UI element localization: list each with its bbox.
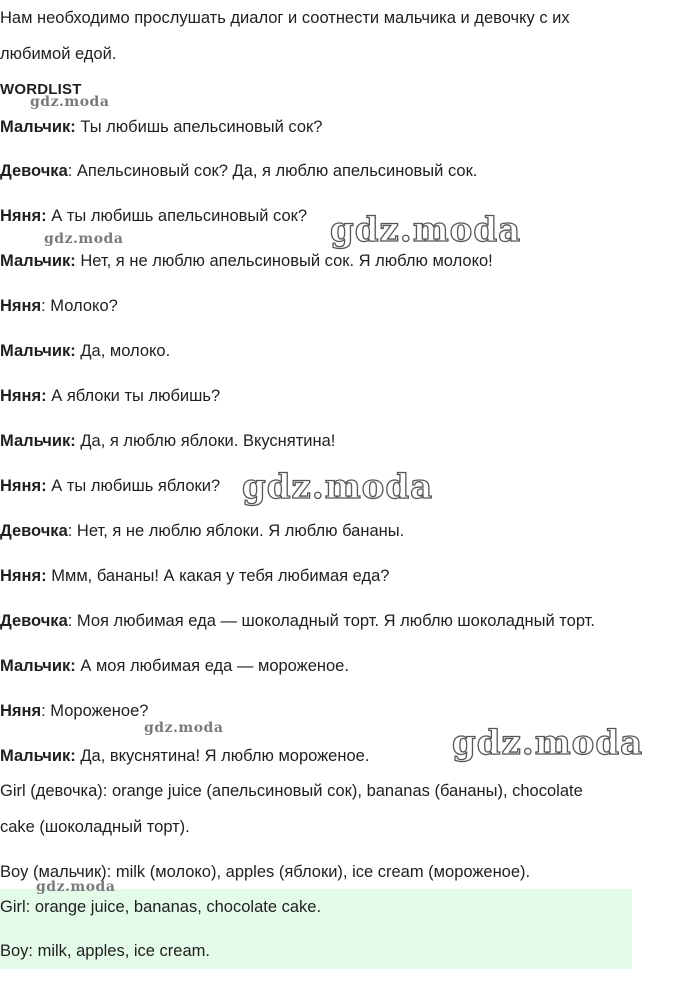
dialogue-line-2 — [0, 161, 477, 181]
dialogue-line-1 — [0, 117, 322, 137]
dialogue-line-7 — [0, 386, 220, 406]
speaker: Мальчик: — [0, 252, 76, 270]
intro-line-2: любимой едой. — [0, 45, 117, 63]
dialogue-line-14 — [0, 701, 148, 721]
line-text: : Нет, я не люблю яблоки. Я люблю бананы. — [67, 522, 405, 540]
speaker: Мальчик: — [0, 657, 76, 675]
speaker: Мальчик: — [0, 432, 76, 450]
dialogue-line-8 — [0, 431, 335, 451]
line-text: А ты любишь апельсиновый сок? — [46, 207, 308, 225]
answer-boy: Boy: milk, apples, ice cream. — [0, 942, 210, 960]
dialogue-line-15 — [0, 746, 369, 766]
speaker: Мальчик: — [0, 747, 76, 765]
watermark-logo: gdz.moda — [144, 720, 224, 736]
watermark-logo: gdz.moda — [330, 210, 522, 250]
line-text: А яблоки ты любишь? — [46, 387, 221, 405]
translation-girl-line-1: Girl (девочка): orange juice (апельсиновый сок), bananas (бананы), chocolate — [0, 782, 583, 800]
dialogue-line-3 — [0, 206, 307, 226]
dialogue-line-4 — [0, 251, 493, 271]
speaker: Няня: — [0, 207, 47, 225]
answer-girl: Girl: orange juice, bananas, chocolate cake. — [0, 898, 322, 916]
line-text: Да, я люблю яблоки. Вкуснятина! — [75, 432, 336, 450]
line-text: Ммм, бананы! А какая у тебя любимая еда? — [46, 567, 390, 585]
speaker: Няня: — [0, 477, 47, 495]
dialogue-line-12 — [0, 611, 595, 631]
dialogue-line-13 — [0, 656, 349, 676]
speaker: Мальчик: — [0, 342, 76, 360]
line-text: Ты любишь апельсиновый сок? — [75, 118, 323, 136]
line-text: : Молоко? — [41, 297, 118, 315]
intro-line-1: Нам необходимо прослушать диалог и соотнести мальчика и девочку с их — [0, 9, 570, 27]
speaker: Няня: — [0, 387, 47, 405]
watermark-logo: gdz.moda — [44, 231, 124, 247]
dialogue-line-5 — [0, 296, 118, 316]
dialogue-line-9 — [0, 476, 220, 496]
line-text: А ты любишь яблоки? — [46, 477, 221, 495]
line-text: : Мороженое? — [41, 702, 149, 720]
watermark-logo: gdz.moda — [30, 94, 110, 110]
speaker: Няня — [0, 297, 42, 315]
line-text: Да, молоко. — [75, 342, 171, 360]
line-text: Да, вкуснятина! Я люблю мороженое. — [75, 747, 370, 765]
dialogue-line-10 — [0, 521, 404, 541]
line-text: Нет, я не люблю апельсиновый сок. Я люблю молоко! — [75, 252, 493, 270]
speaker: Девочка — [0, 162, 68, 180]
speaker: Девочка — [0, 522, 68, 540]
line-text: : Апельсиновый сок? Да, я люблю апельсиновый сок. — [67, 162, 478, 180]
line-text: : Моя любимая еда — шоколадный торт. Я люблю шоколадный торт. — [67, 612, 595, 630]
wordlist-heading: WORDLIST — [0, 81, 82, 98]
dialogue-line-6 — [0, 341, 170, 361]
watermark-logo: gdz.moda — [242, 467, 434, 507]
speaker: Няня: — [0, 567, 47, 585]
speaker: Мальчик: — [0, 118, 76, 136]
dialogue-line-11 — [0, 566, 389, 586]
line-text: А моя любимая еда — мороженое. — [75, 657, 349, 675]
translation-boy: Boy (мальчик): milk (молоко), apples (яблоки), ice cream (мороженое). — [0, 863, 531, 881]
watermark-logo: gdz.moda — [36, 879, 116, 895]
speaker: Няня — [0, 702, 42, 720]
watermark-logo: gdz.moda — [452, 723, 644, 763]
translation-girl-line-2: cake (шоколадный торт). — [0, 818, 190, 836]
speaker: Девочка — [0, 612, 68, 630]
